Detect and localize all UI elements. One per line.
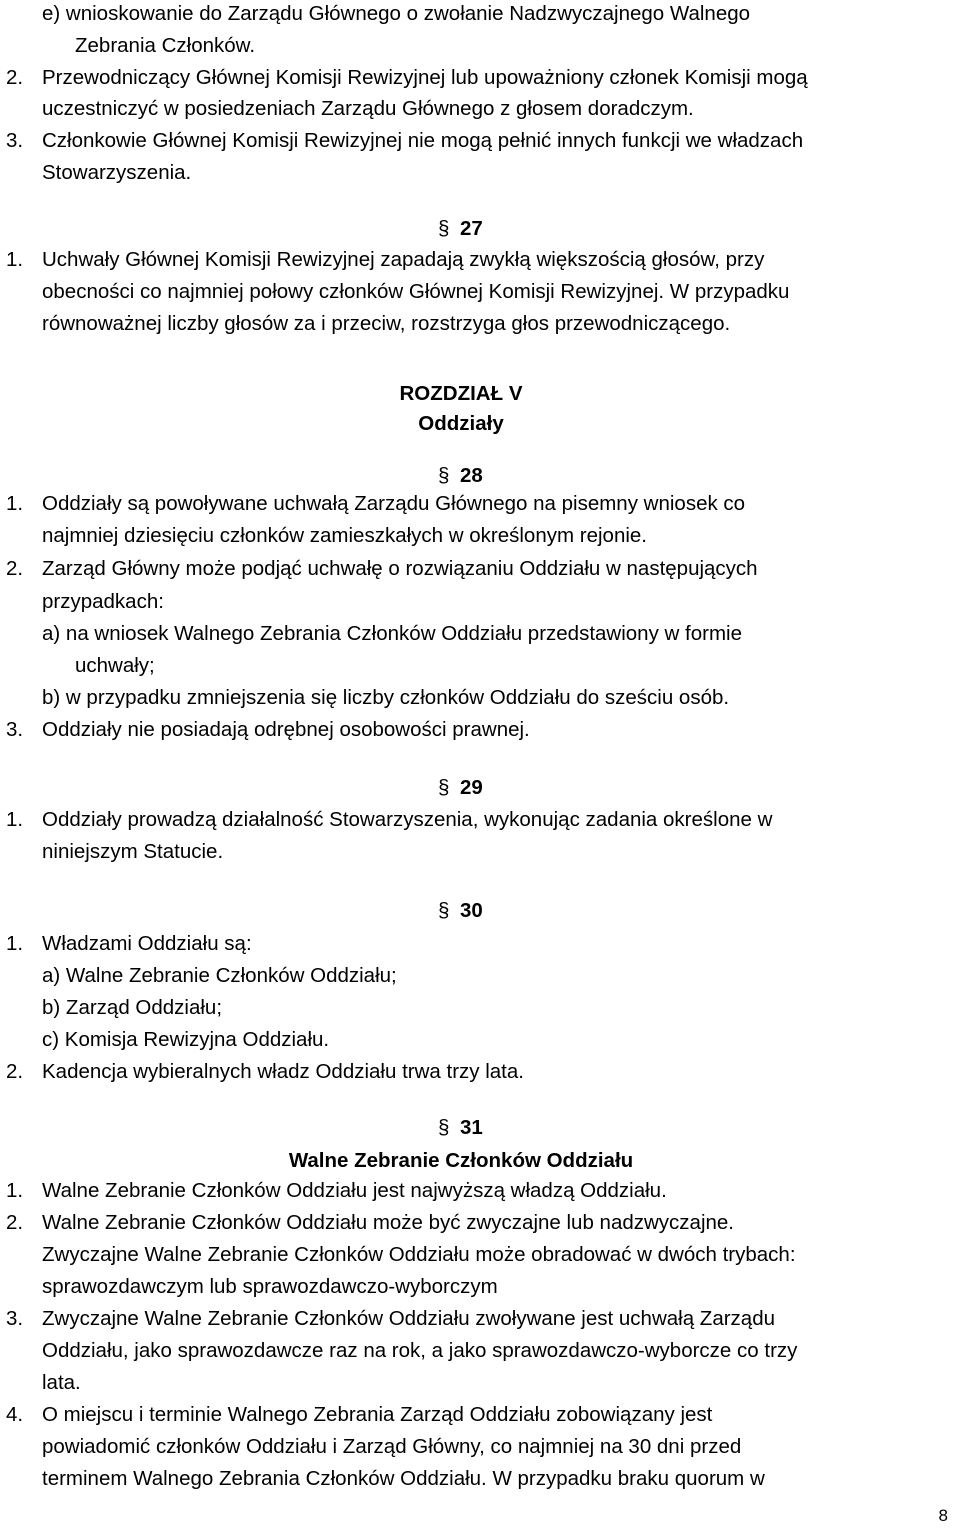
paragraph-line: najmniej dziesięciu członków zamieszkałych w określonym rejonie. bbox=[42, 524, 647, 547]
paragraph-line: Oddziały są powoływane uchwałą Zarządu Głównego na pisemny wniosek co bbox=[42, 492, 746, 515]
paragraph-line: O miejscu i terminie Walnego Zebrania Zarząd Oddziału zobowiązany jest bbox=[42, 1403, 713, 1426]
chapter-heading: ROZDZIAŁ V bbox=[399, 382, 523, 405]
paragraph-line: Zebrania Członków. bbox=[75, 34, 256, 57]
paragraph-line: uchwały; bbox=[75, 654, 155, 677]
paragraph-line: lata. bbox=[42, 1371, 81, 1394]
paragraph-line: a) na wniosek Walnego Zebrania Członków Oddziału przedstawiony w formie bbox=[42, 622, 742, 645]
section-number-value: 31 bbox=[460, 1116, 483, 1139]
paragraph-line: terminem Walnego Zebrania Członków Oddziału. W przypadku braku quorum w bbox=[42, 1467, 765, 1490]
section-number bbox=[438, 778, 483, 799]
section-number bbox=[438, 466, 483, 487]
paragraph-line: Stowarzyszenia. bbox=[42, 161, 192, 184]
list-number: 3. bbox=[6, 1307, 24, 1330]
section-number-value: 30 bbox=[460, 899, 483, 922]
paragraph-line: przypadkach: bbox=[42, 590, 164, 613]
section-sign: § bbox=[438, 217, 450, 240]
paragraph-line: Walne Zebranie Członków Oddziału może być zwyczajne lub nadzwyczajne. bbox=[42, 1211, 735, 1234]
section-sign: § bbox=[438, 776, 450, 799]
paragraph-line: a) Walne Zebranie Członków Oddziału; bbox=[42, 964, 397, 987]
section-number-value: 28 bbox=[460, 464, 483, 487]
paragraph-line: uczestniczyć w posiedzeniach Zarządu Głównego z głosem doradczym. bbox=[42, 97, 694, 120]
section-sign: § bbox=[438, 899, 450, 922]
paragraph-line: Członkowie Głównej Komisji Rewizyjnej nie mogą pełnić innych funkcji we władzach bbox=[42, 129, 804, 152]
section-number bbox=[438, 1118, 483, 1139]
chapter-heading: Walne Zebranie Członków Oddziału bbox=[288, 1149, 634, 1172]
section-number bbox=[438, 219, 483, 240]
paragraph-line: równoważnej liczby głosów za i przeciw, rozstrzyga głos przewodniczącego. bbox=[42, 312, 731, 335]
paragraph-line: b) Zarząd Oddziału; bbox=[42, 996, 223, 1019]
paragraph-line: powiadomić członków Oddziału i Zarząd Główny, co najmniej na 30 dni przed bbox=[42, 1435, 742, 1458]
list-number: 2. bbox=[6, 66, 24, 89]
paragraph-line: Władzami Oddziału są: bbox=[42, 932, 252, 955]
paragraph-line: Oddziały nie posiadają odrębnej osobowości prawnej. bbox=[42, 718, 530, 741]
list-number: 2. bbox=[6, 1060, 24, 1083]
paragraph-line: Przewodniczący Głównej Komisji Rewizyjnej lub upoważniony członek Komisji mogą bbox=[42, 66, 808, 89]
paragraph-line: Walne Zebranie Członków Oddziału jest najwyższą władzą Oddziału. bbox=[42, 1179, 667, 1202]
section-number bbox=[438, 901, 483, 922]
paragraph-line: e) wnioskowanie do Zarządu Głównego o zwołanie Nadzwyczajnego Walnego bbox=[42, 2, 751, 25]
list-number: 1. bbox=[6, 808, 24, 831]
paragraph-line: c) Komisja Rewizyjna Oddziału. bbox=[42, 1028, 330, 1051]
paragraph-line: Oddziału, jako sprawozdawcze raz na rok, a jako sprawozdawczo-wyborcze co trzy bbox=[42, 1339, 798, 1362]
list-number: 1. bbox=[6, 932, 24, 955]
paragraph-line: obecności co najmniej połowy członków Głównej Komisji Rewizyjnej. W przypadku bbox=[42, 280, 790, 303]
list-number: 1. bbox=[6, 492, 24, 515]
paragraph-line: Zwyczajne Walne Zebranie Członków Oddziału zwoływane jest uchwałą Zarządu bbox=[42, 1307, 776, 1330]
paragraph-line: sprawozdawczym lub sprawozdawczo-wyborczym bbox=[42, 1275, 498, 1298]
paragraph-line: Uchwały Głównej Komisji Rewizyjnej zapadają zwykłą większością głosów, przy bbox=[42, 248, 765, 271]
paragraph-line: Zwyczajne Walne Zebranie Członków Oddziału może obradować w dwóch trybach: bbox=[42, 1243, 796, 1266]
list-number: 1. bbox=[6, 248, 24, 271]
page-number: 8 bbox=[938, 1506, 948, 1525]
list-number: 2. bbox=[6, 557, 24, 580]
list-number: 3. bbox=[6, 718, 24, 741]
list-number: 3. bbox=[6, 129, 24, 152]
paragraph-line: b) w przypadku zmniejszenia się liczby członków Oddziału do sześciu osób. bbox=[42, 686, 730, 709]
section-sign: § bbox=[438, 1116, 450, 1139]
section-number-value: 29 bbox=[460, 776, 483, 799]
list-number: 2. bbox=[6, 1211, 24, 1234]
paragraph-line: Kadencja wybieralnych władz Oddziału trwa trzy lata. bbox=[42, 1060, 524, 1083]
paragraph-line: Oddziały prowadzą działalność Stowarzyszenia, wykonując zadania określone w bbox=[42, 808, 773, 831]
chapter-heading: Oddziały bbox=[418, 412, 504, 435]
section-number-value: 27 bbox=[460, 217, 483, 240]
list-number: 1. bbox=[6, 1179, 24, 1202]
paragraph-line: Zarząd Główny może podjąć uchwałę o rozwiązaniu Oddziału w następujących bbox=[42, 557, 758, 580]
paragraph-line: niniejszym Statucie. bbox=[42, 840, 224, 863]
list-number: 4. bbox=[6, 1403, 24, 1426]
section-sign: § bbox=[438, 464, 450, 487]
